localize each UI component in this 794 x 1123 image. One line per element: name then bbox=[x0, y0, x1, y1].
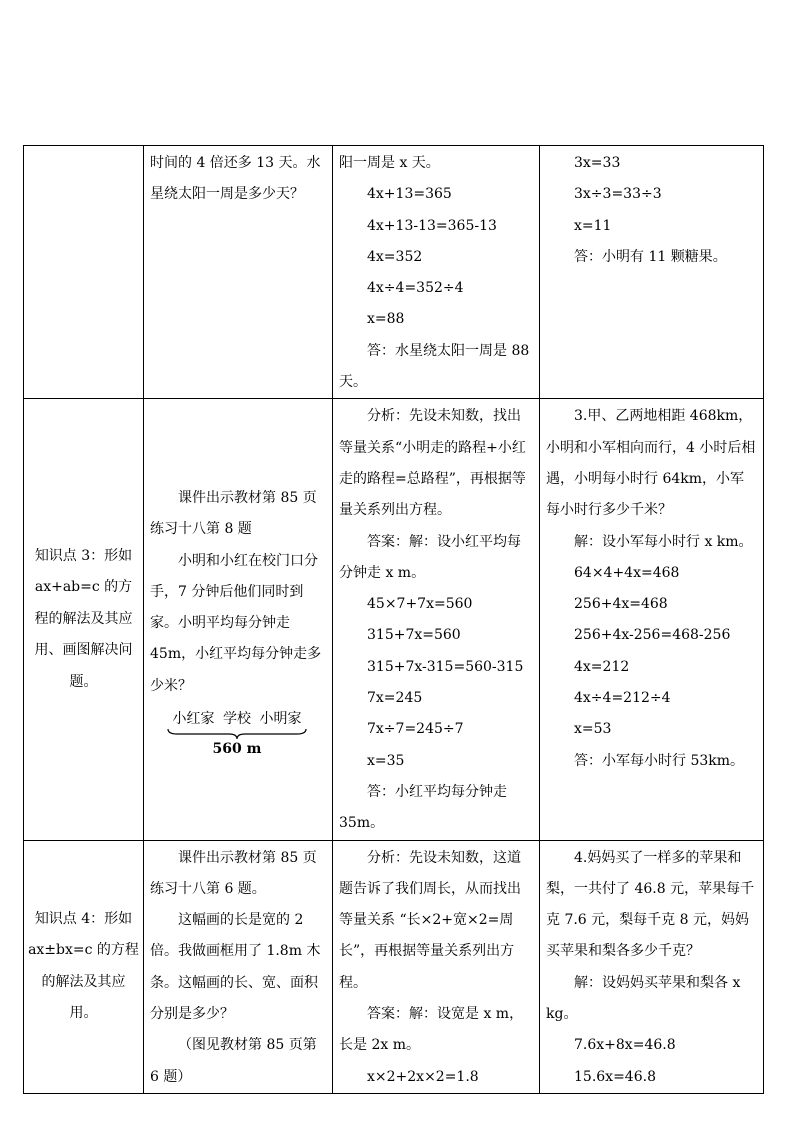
equation-line: 3x=33 bbox=[574, 155, 621, 171]
practice-cell bbox=[540, 399, 764, 840]
equation-line: x=35 bbox=[367, 752, 405, 769]
equation-line: 4x+13=365 bbox=[367, 186, 452, 203]
solution-cell bbox=[333, 840, 540, 1093]
exercise-source: 课件出示教材第 85 页练习十八第 8 题 bbox=[150, 489, 317, 538]
exercise-cell bbox=[144, 840, 333, 1093]
diagram-label-middle: 学校 bbox=[223, 710, 251, 727]
equation-line: x=53 bbox=[574, 721, 612, 738]
equation-line: x=88 bbox=[367, 311, 405, 328]
answer-line: 答：小红平均每分钟走 35m。 bbox=[339, 783, 507, 832]
equation-line: 3x÷3=33÷3 bbox=[574, 186, 662, 203]
equation-line: 256+4x=468 bbox=[574, 596, 668, 613]
equation-line: x×2+2x×2=1.8 bbox=[367, 1068, 479, 1085]
diagram-label-right: 小明家 bbox=[259, 710, 302, 727]
figure-note: （图见教材第 85 页第 6 题） bbox=[150, 1037, 317, 1085]
equation-line: 15.6x=46.8 bbox=[574, 1068, 656, 1085]
equation-line: 256+4x-256=468-256 bbox=[574, 627, 731, 644]
diagram-label-left: 小红家 bbox=[172, 710, 215, 727]
exercise-source: 课件出示教材第 85 页练习十八第 6 题。 bbox=[150, 849, 317, 897]
analysis-text: 分析：先设未知数，这道题告诉了我们周长，从而找出等量关系 “长×2+宽×2=周长”，再根据等量关系列出方程。 bbox=[339, 849, 521, 991]
knowledge-point-text: 知识点 3：形如 ax+ab=c 的方程的解法及其应用、画图解决问题。 bbox=[34, 547, 133, 690]
exercise-text: 这幅画的长是宽的 2 倍。我做画框用了 1.8m 木条。这幅画的长、宽、面积分别是多少？ bbox=[150, 912, 321, 1023]
distance-diagram bbox=[162, 710, 312, 758]
table-row bbox=[24, 146, 764, 399]
solution-cell bbox=[333, 146, 540, 399]
exercise-cell bbox=[144, 146, 333, 399]
practice-question: 4.妈妈买了一样多的苹果和梨，一共付了 46.8 元，苹果每千克 7.6 元，梨每千克 8 元，妈妈买苹果和梨各多少千克？ bbox=[546, 849, 755, 960]
answer-setup: 答案：解：设宽是 x m，长是 2x m。 bbox=[339, 1006, 524, 1054]
analysis-text: 分析：先设未知数，找出等量关系“小明走的路程+小红走的路程=总路程”，再根据等量关系列出方程。 bbox=[339, 408, 526, 519]
answer-setup: 解：设妈妈买苹果和梨各 x kg。 bbox=[546, 974, 741, 1023]
knowledge-point-cell bbox=[24, 399, 144, 840]
answer-line: 答：小军每小时行 53km。 bbox=[574, 752, 745, 769]
exercise-text: 小明和小红在校门口分手，7 分钟后他们同时到家。小明平均每分钟走 45m，小红平均每分钟走多少米？ bbox=[150, 552, 322, 694]
practice-question: 3.甲、乙两地相距 468km，小明和小军相向而行，4 小时后相遇，小明每小时行 64km，小军每小时行多少千米？ bbox=[546, 408, 756, 519]
solution-line: 阳一周是 x 天。 bbox=[339, 155, 440, 171]
practice-cell bbox=[540, 146, 764, 399]
equation-line: 4x÷4=352÷4 bbox=[367, 280, 464, 297]
answer-setup: 解：设小军每小时行 x km。 bbox=[574, 533, 753, 550]
solution-cell bbox=[333, 399, 540, 840]
equation-line: 7x=245 bbox=[367, 690, 423, 707]
practice-cell bbox=[540, 840, 764, 1093]
table-row bbox=[24, 840, 764, 1093]
equation-line: x=11 bbox=[574, 217, 612, 234]
answer-setup: 答案：解：设小红平均每分钟走 x m。 bbox=[339, 533, 521, 581]
exercise-cell bbox=[144, 399, 333, 840]
table-row bbox=[24, 399, 764, 840]
equation-line: 7.6x+8x=46.8 bbox=[574, 1037, 676, 1054]
equation-line: 315+7x-315=560-315 bbox=[367, 658, 524, 675]
brace-icon bbox=[167, 728, 307, 740]
equation-line: 64×4+4x=468 bbox=[574, 564, 680, 581]
equation-line: 315+7x=560 bbox=[367, 627, 461, 644]
lesson-table bbox=[23, 145, 764, 1094]
answer-line: 答：小明有 11 颗糖果。 bbox=[574, 248, 727, 265]
knowledge-point-text: 知识点 4：形如 ax±bx=c 的方程的解法及其应用。 bbox=[28, 910, 139, 1022]
answer-line: 答：水星绕太阳一周是 88 天。 bbox=[339, 342, 530, 391]
equation-line: 45×7+7x=560 bbox=[367, 596, 473, 613]
diagram-length: 560 m bbox=[212, 740, 262, 757]
equation-line: 4x=212 bbox=[574, 658, 630, 675]
knowledge-point-cell bbox=[24, 146, 144, 399]
knowledge-point-cell bbox=[24, 840, 144, 1093]
equation-line: 4x÷4=212÷4 bbox=[574, 690, 671, 707]
equation-line: 7x÷7=245÷7 bbox=[367, 721, 464, 738]
equation-line: 4x=352 bbox=[367, 248, 423, 265]
equation-line: 4x+13-13=365-13 bbox=[367, 217, 497, 234]
exercise-text: 时间的 4 倍还多 13 天。水星绕太阳一周是多少天？ bbox=[150, 155, 321, 203]
